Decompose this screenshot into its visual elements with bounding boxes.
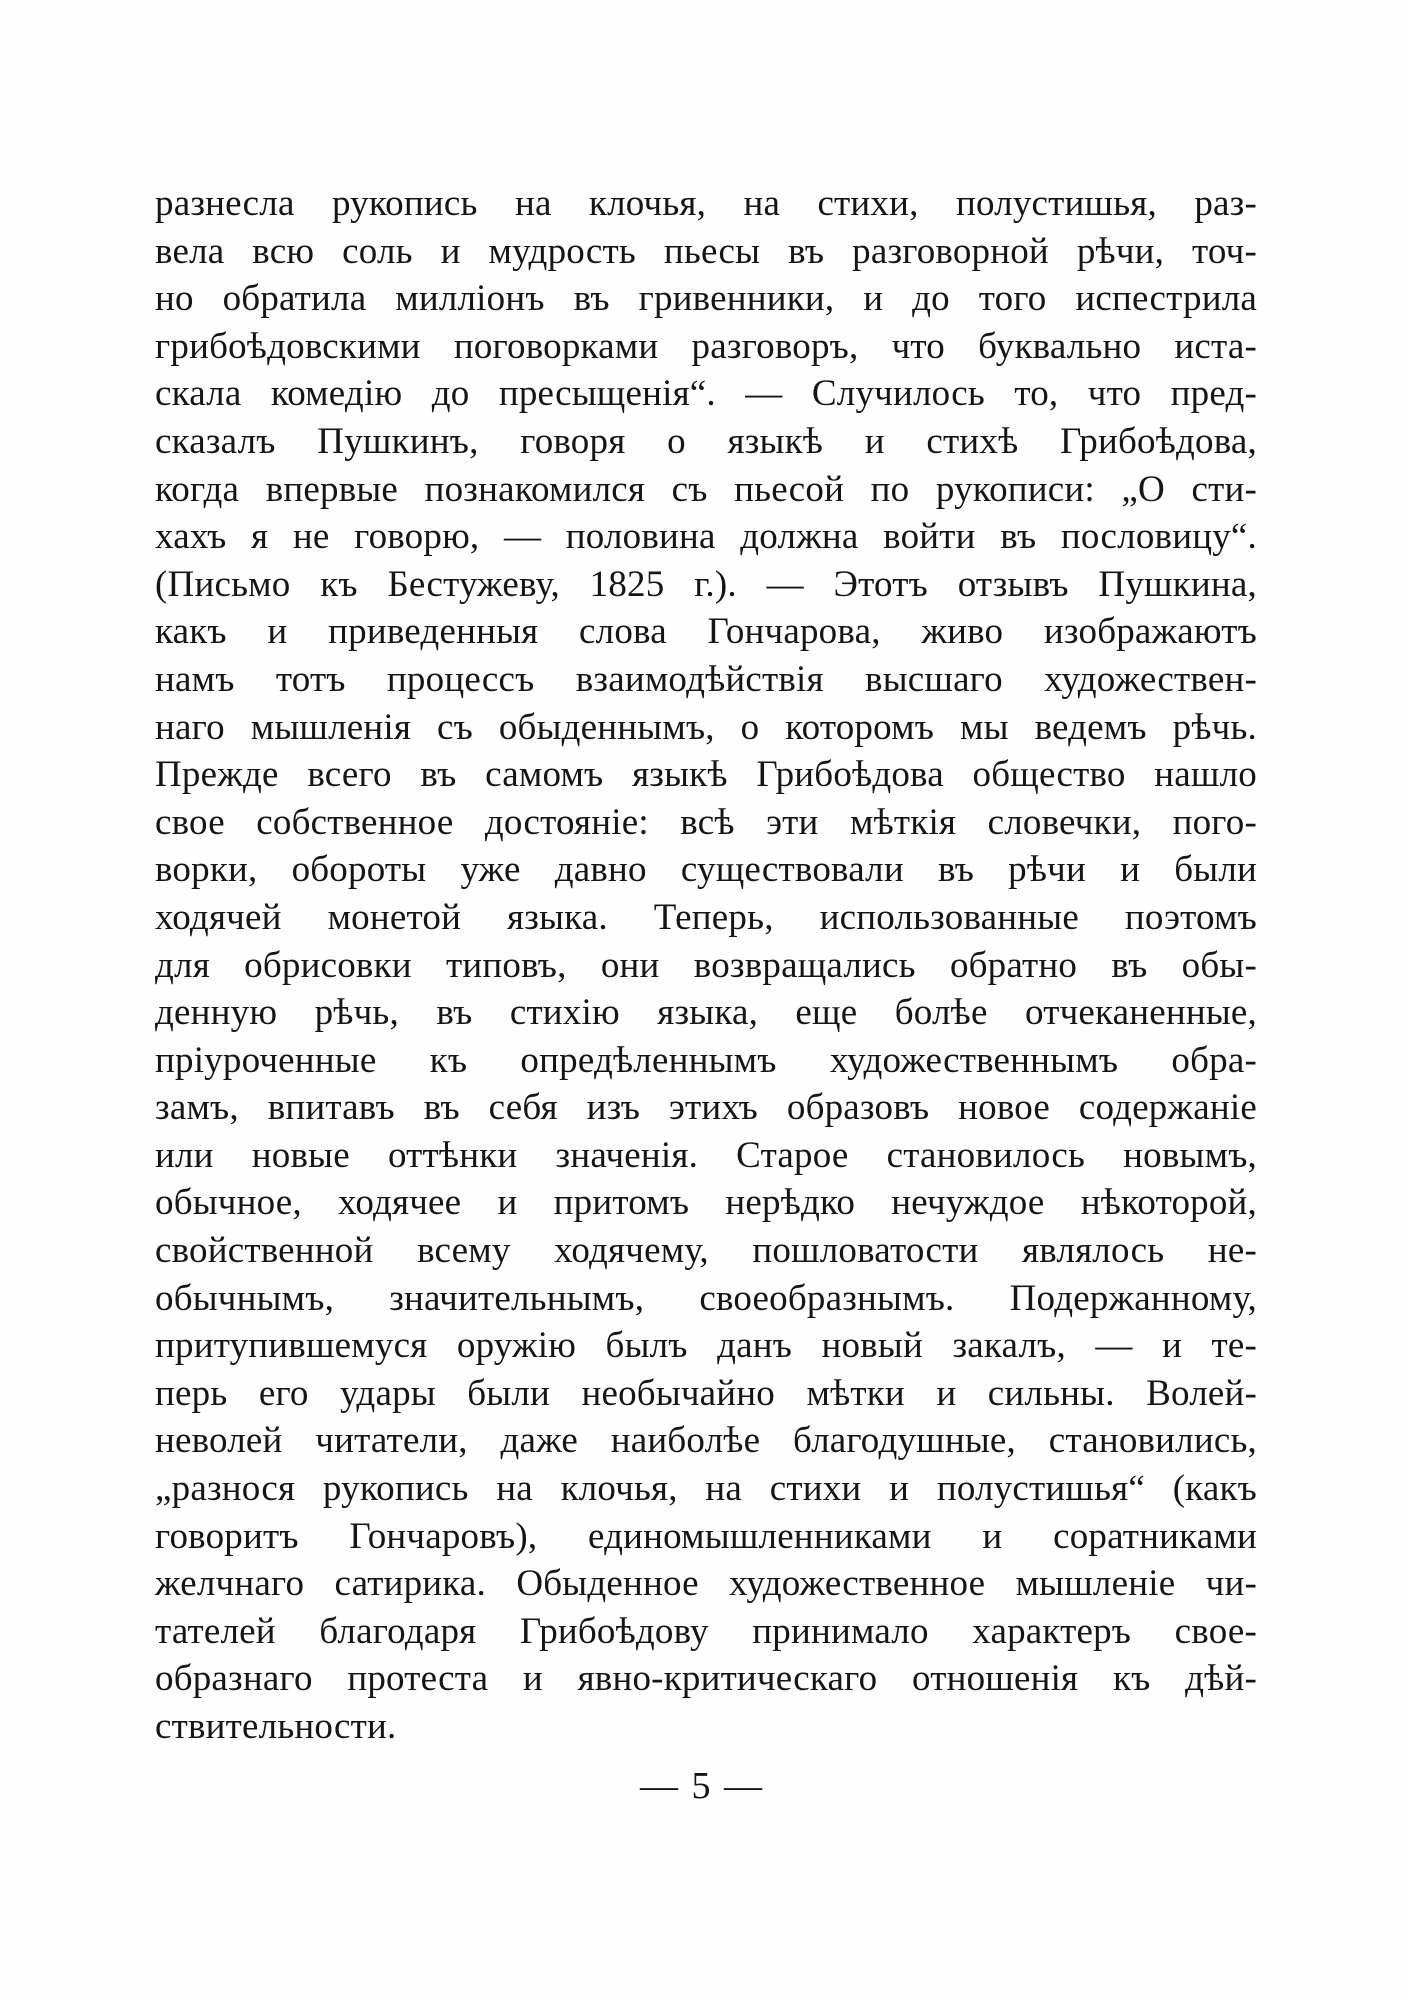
text-line: вела всю соль и мудрость пьесы въ разговорной рѣчи, точ- bbox=[155, 230, 1257, 272]
text-line: притупившемуся оружію былъ данъ новый закалъ, — и те- bbox=[155, 1325, 1257, 1367]
text-line: скала комедію до пресыщенія“. — Случилось то, что пред- bbox=[155, 373, 1257, 415]
text-line: говоритъ Гончаровъ), единомышленниками и соратниками bbox=[155, 1515, 1257, 1557]
text-line: денную рѣчь, въ стихію языка, еще болѣе отчеканенные, bbox=[155, 992, 1257, 1034]
text-line: перь его удары были необычайно мѣтки и сильны. Волей- bbox=[155, 1372, 1257, 1414]
text-line: неволей читатели, даже наиболѣе благодушные, становились, bbox=[155, 1420, 1257, 1462]
text-line: Прежде всего въ самомъ языкѣ Грибоѣдова общество нашло bbox=[155, 754, 1257, 796]
text-line: разнесла рукопись на клочья, на стихи, полустишья, раз- bbox=[155, 183, 1257, 224]
text-line: наго мышленія съ обыденнымъ, о которомъ мы ведемъ рѣчь. bbox=[155, 706, 1257, 748]
text-line: грибоѣдовскими поговорками разговоръ, что буквально иста- bbox=[155, 325, 1257, 367]
text-line: для обрисовки типовъ, они возвращались обратно въ обы- bbox=[155, 944, 1257, 986]
text-line: обычнымъ, значительнымъ, своеобразнымъ. Подержанному, bbox=[155, 1277, 1257, 1319]
text-line: или новые оттѣнки значенія. Старое становилось новымъ, bbox=[155, 1134, 1257, 1176]
text-line: „разнося рукопись на клочья, на стихи и полустишья“ (какъ bbox=[155, 1468, 1257, 1510]
text-line: обычное, ходячее и притомъ нерѣдко нечуждое нѣкоторой, bbox=[155, 1182, 1257, 1224]
text-line: свойственной всему ходячему, пошловатости являлось не- bbox=[155, 1230, 1257, 1272]
text-line: сказалъ Пушкинъ, говоря о языкѣ и стихѣ Грибоѣдова, bbox=[155, 420, 1257, 462]
text-line: но обратила милліонъ въ гривенники, и до того испестрила bbox=[155, 278, 1257, 320]
text-line: хахъ я не говорю, — половина должна войти въ пословицу“. bbox=[155, 516, 1257, 558]
text-line-final: ствительности. bbox=[155, 1706, 397, 1747]
text-line: пріуроченные къ опредѣленнымъ художественнымъ обра- bbox=[155, 1039, 1257, 1081]
text-line: свое собственное достояніе: всѣ эти мѣткія словечки, пого- bbox=[155, 801, 1257, 843]
text-line: ворки, обороты уже давно существовали въ рѣчи и были bbox=[155, 849, 1257, 891]
body-text bbox=[155, 180, 1257, 1751]
text-line: желчнаго сатирика. Обыденное художественное мышленіе чи- bbox=[155, 1563, 1257, 1605]
text-line: замъ, впитавъ въ себя изъ этихъ образовъ новое содержаніе bbox=[155, 1087, 1257, 1129]
page-number: — 5 — bbox=[640, 1765, 764, 1807]
text-line: когда впервые познакомился съ пьесой по рукописи: „О сти- bbox=[155, 468, 1257, 510]
text-line: (Письмо къ Бестужеву, 1825 г.). — Этотъ отзывъ Пушкина, bbox=[155, 563, 1257, 605]
text-line: тателей благодаря Грибоѣдову принимало характеръ свое- bbox=[155, 1610, 1257, 1652]
text-line: ходячей монетой языка. Теперь, использованные поэтомъ bbox=[155, 896, 1257, 938]
text-line: какъ и приведенныя слова Гончарова, живо изображаютъ bbox=[155, 611, 1257, 653]
text-line: намъ тотъ процессъ взаимодѣйствія высшаго художествен- bbox=[155, 658, 1257, 700]
text-line: образнаго протеста и явно-критическаго отношенія къ дѣй- bbox=[155, 1658, 1257, 1700]
